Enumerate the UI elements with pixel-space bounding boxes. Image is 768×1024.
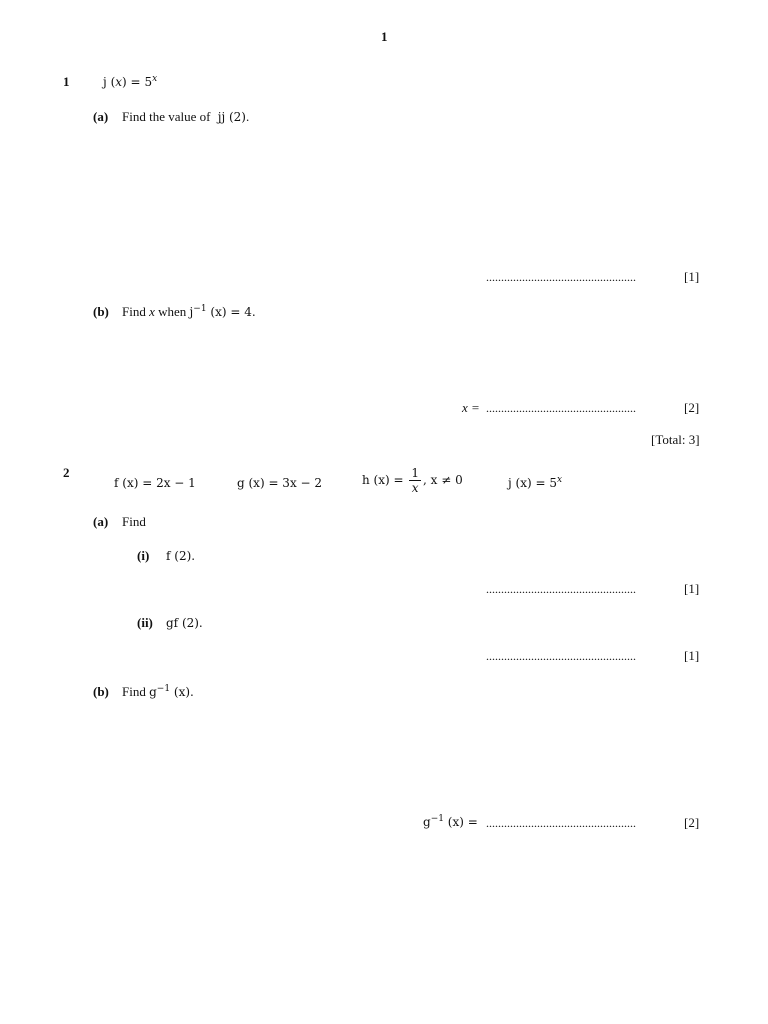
q1b-var: x	[149, 304, 155, 319]
q2b-func: $g^{-1}$ (x).	[149, 684, 194, 699]
q2-def-h-num: 1	[411, 466, 420, 480]
q1-total: [Total: 3]	[651, 432, 700, 447]
q2b-prompt	[122, 684, 194, 700]
q2b-label: (b)	[93, 684, 109, 699]
question-2-number: 2	[63, 465, 70, 480]
q1a-prompt	[122, 109, 249, 125]
q1-def-lparen: (	[110, 75, 116, 89]
q1-def-func: j	[103, 75, 107, 89]
q1a-answer-line[interactable]: ..................................................	[486, 270, 636, 284]
q2ai-expr: f (2).	[166, 549, 196, 563]
q2-def-h-den: x	[411, 481, 419, 495]
q1b-prompt	[122, 304, 256, 320]
q1a-end: .	[245, 109, 250, 124]
q2-def-j: j $(x) = 5^x$	[508, 475, 563, 490]
page-number: 1	[381, 29, 388, 44]
q2-def-h-cond: , x ≠ 0	[423, 473, 463, 487]
q1b-answer-prefix: x =	[462, 400, 480, 415]
q1a-text: Find the value of	[122, 109, 211, 124]
question-1-number: 1	[63, 74, 70, 89]
q2b-marks: [2]	[684, 815, 700, 830]
q1-def-rparen: )	[122, 75, 127, 89]
q1-definition	[103, 75, 157, 89]
q1-def-var: x	[115, 75, 123, 89]
q1-def-base: 5	[144, 75, 153, 89]
q2b-text: Find	[122, 684, 146, 699]
q2ai-marks: [1]	[684, 581, 700, 596]
q2aii-answer-line[interactable]: ..................................................	[486, 649, 636, 663]
q1a-label: (a)	[93, 109, 109, 124]
q2-def-h-fraction	[409, 466, 421, 495]
q2-def-h-lhs: h (x) =	[362, 473, 404, 487]
q1b-label: (b)	[93, 304, 109, 319]
q1b-text-mid: when	[158, 304, 187, 319]
q2aii-label: (ii)	[137, 615, 153, 630]
q1b-answer-line[interactable]: ..................................................	[486, 401, 636, 415]
q2aii-expr: gf (2).	[166, 616, 203, 630]
q1a-expr: jj (2)	[217, 110, 246, 124]
q2b-answer-prefix: $g^{-1}$ (x) =	[423, 814, 478, 829]
q2aii-marks: [1]	[684, 648, 700, 663]
q2a-label: (a)	[93, 514, 109, 529]
q1-def-eq: =	[130, 75, 141, 89]
q2-def-f: f (x) = 2x − 1	[114, 476, 196, 490]
q2-def-g: g (x) = 3x − 2	[237, 476, 323, 490]
q2ai-answer-line[interactable]: ..................................................	[486, 582, 636, 596]
q1b-marks: [2]	[684, 400, 700, 415]
q2b-answer-line[interactable]: ..................................................	[486, 816, 636, 830]
q1b-text-pre: Find	[122, 304, 146, 319]
q1a-marks: [1]	[684, 269, 700, 284]
q2-def-h	[362, 466, 463, 495]
q2a-text: Find	[122, 514, 146, 529]
q2ai-label: (i)	[137, 548, 150, 563]
q1b-func: $j^{-1}$ (x) = 4.	[189, 304, 256, 319]
q1-def-exp: x	[152, 74, 158, 84]
